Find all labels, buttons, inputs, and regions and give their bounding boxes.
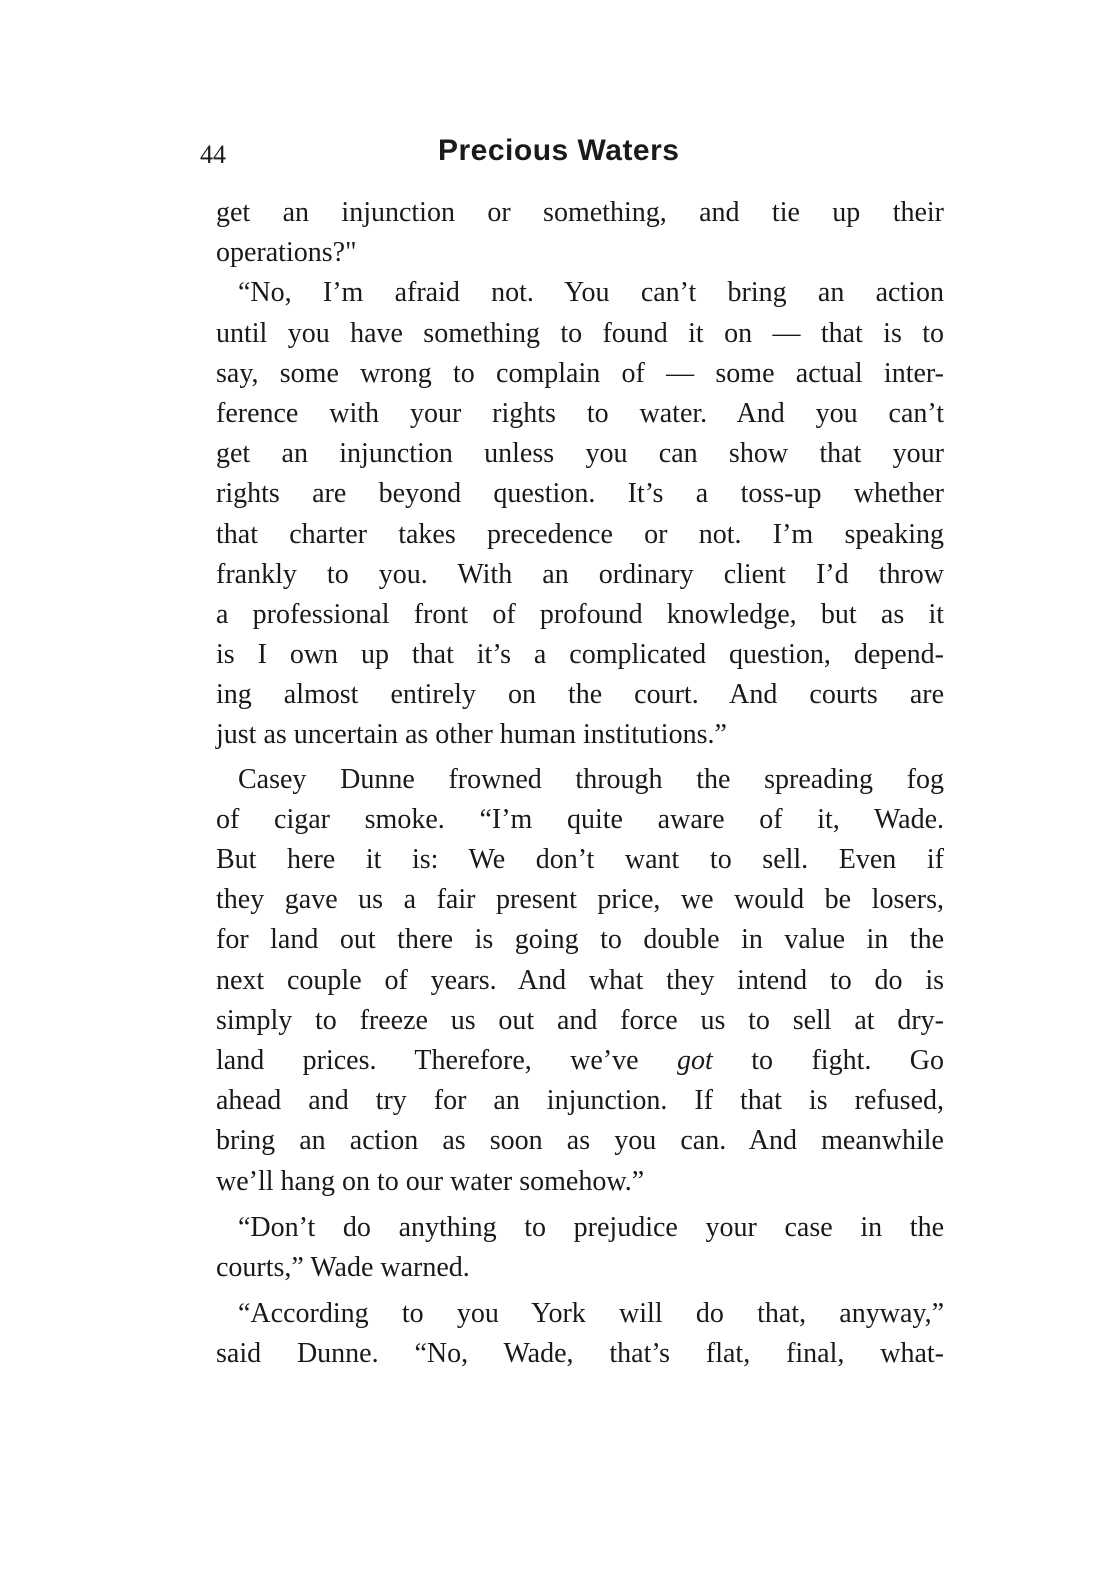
- text-line: until you have something to found it on — that is to: [216, 317, 944, 349]
- text-segment: to fight. Go: [751, 1044, 945, 1076]
- text-line: rights are beyond question. It’s a toss-up whether: [216, 478, 944, 510]
- text-line: for land out there is going to double in value in the: [216, 924, 944, 956]
- text-line: just as uncertain as other human institutions.”: [216, 719, 727, 751]
- book-page: [200, 0, 945, 1596]
- text-line: get an injunction unless you can show that your: [216, 438, 944, 470]
- text-line: say, some wrong to complain of — some actual inter-: [216, 357, 944, 389]
- paragraph-1: [216, 193, 944, 273]
- italic-emphasis: got: [677, 1044, 713, 1076]
- text-line: of cigar smoke. “I’m quite aware of it, Wade.: [216, 803, 944, 835]
- text-line: that charter takes precedence or not. I’m speaking: [216, 518, 944, 550]
- text-line: they gave us a fair present price, we would be losers,: [216, 884, 944, 916]
- text-line: But here it is: We don’t want to sell. Even if: [216, 844, 944, 875]
- text-line: get an injunction or something, and tie up their: [216, 197, 944, 228]
- text-line: “No, I’m afraid not. You can’t bring an action: [238, 277, 944, 309]
- page-number: 44: [200, 140, 226, 169]
- text-line: said Dunne. “No, Wade, that’s flat, final, what-: [216, 1338, 944, 1370]
- text-line: ahead and try for an injunction. If that is refused,: [216, 1085, 944, 1117]
- text-line: ference with your rights to water. And you can’t: [216, 397, 944, 429]
- text-line: bring an action as soon as you can. And meanwhile: [216, 1125, 944, 1157]
- paragraph-4: [216, 1208, 944, 1288]
- text-line: “Don’t do anything to prejudice your case in the: [238, 1211, 944, 1243]
- text-line: “According to you York will do that, anyway,”: [238, 1298, 944, 1330]
- text-line: a professional front of profound knowledge, but as it: [216, 598, 944, 630]
- running-title: Precious Waters: [438, 134, 680, 167]
- body-text: [216, 193, 944, 1374]
- paragraph-5: [216, 1294, 944, 1374]
- text-line: simply to freeze us out and force us to sell at dry-: [216, 1004, 944, 1036]
- text-line: operations?": [216, 237, 357, 269]
- text-line: next couple of years. And what they intend to do is: [216, 964, 944, 996]
- paragraph-3: [216, 760, 944, 1202]
- text-line: courts,” Wade warned.: [216, 1251, 470, 1283]
- text-line: we’ll hang on to our water somehow.”: [216, 1165, 645, 1197]
- text-segment: land prices. Therefore, we’ve: [216, 1044, 639, 1076]
- text-line: is I own up that it’s a complicated question, depend-: [216, 639, 944, 671]
- running-head: [200, 134, 944, 174]
- text-line-with-italic: [216, 1041, 944, 1081]
- text-line: frankly to you. With an ordinary client I’d throw: [216, 558, 944, 590]
- text-line: Casey Dunne frowned through the spreading fog: [238, 763, 944, 795]
- paragraph-2: [216, 273, 944, 755]
- text-line: ing almost entirely on the court. And courts are: [216, 679, 944, 711]
